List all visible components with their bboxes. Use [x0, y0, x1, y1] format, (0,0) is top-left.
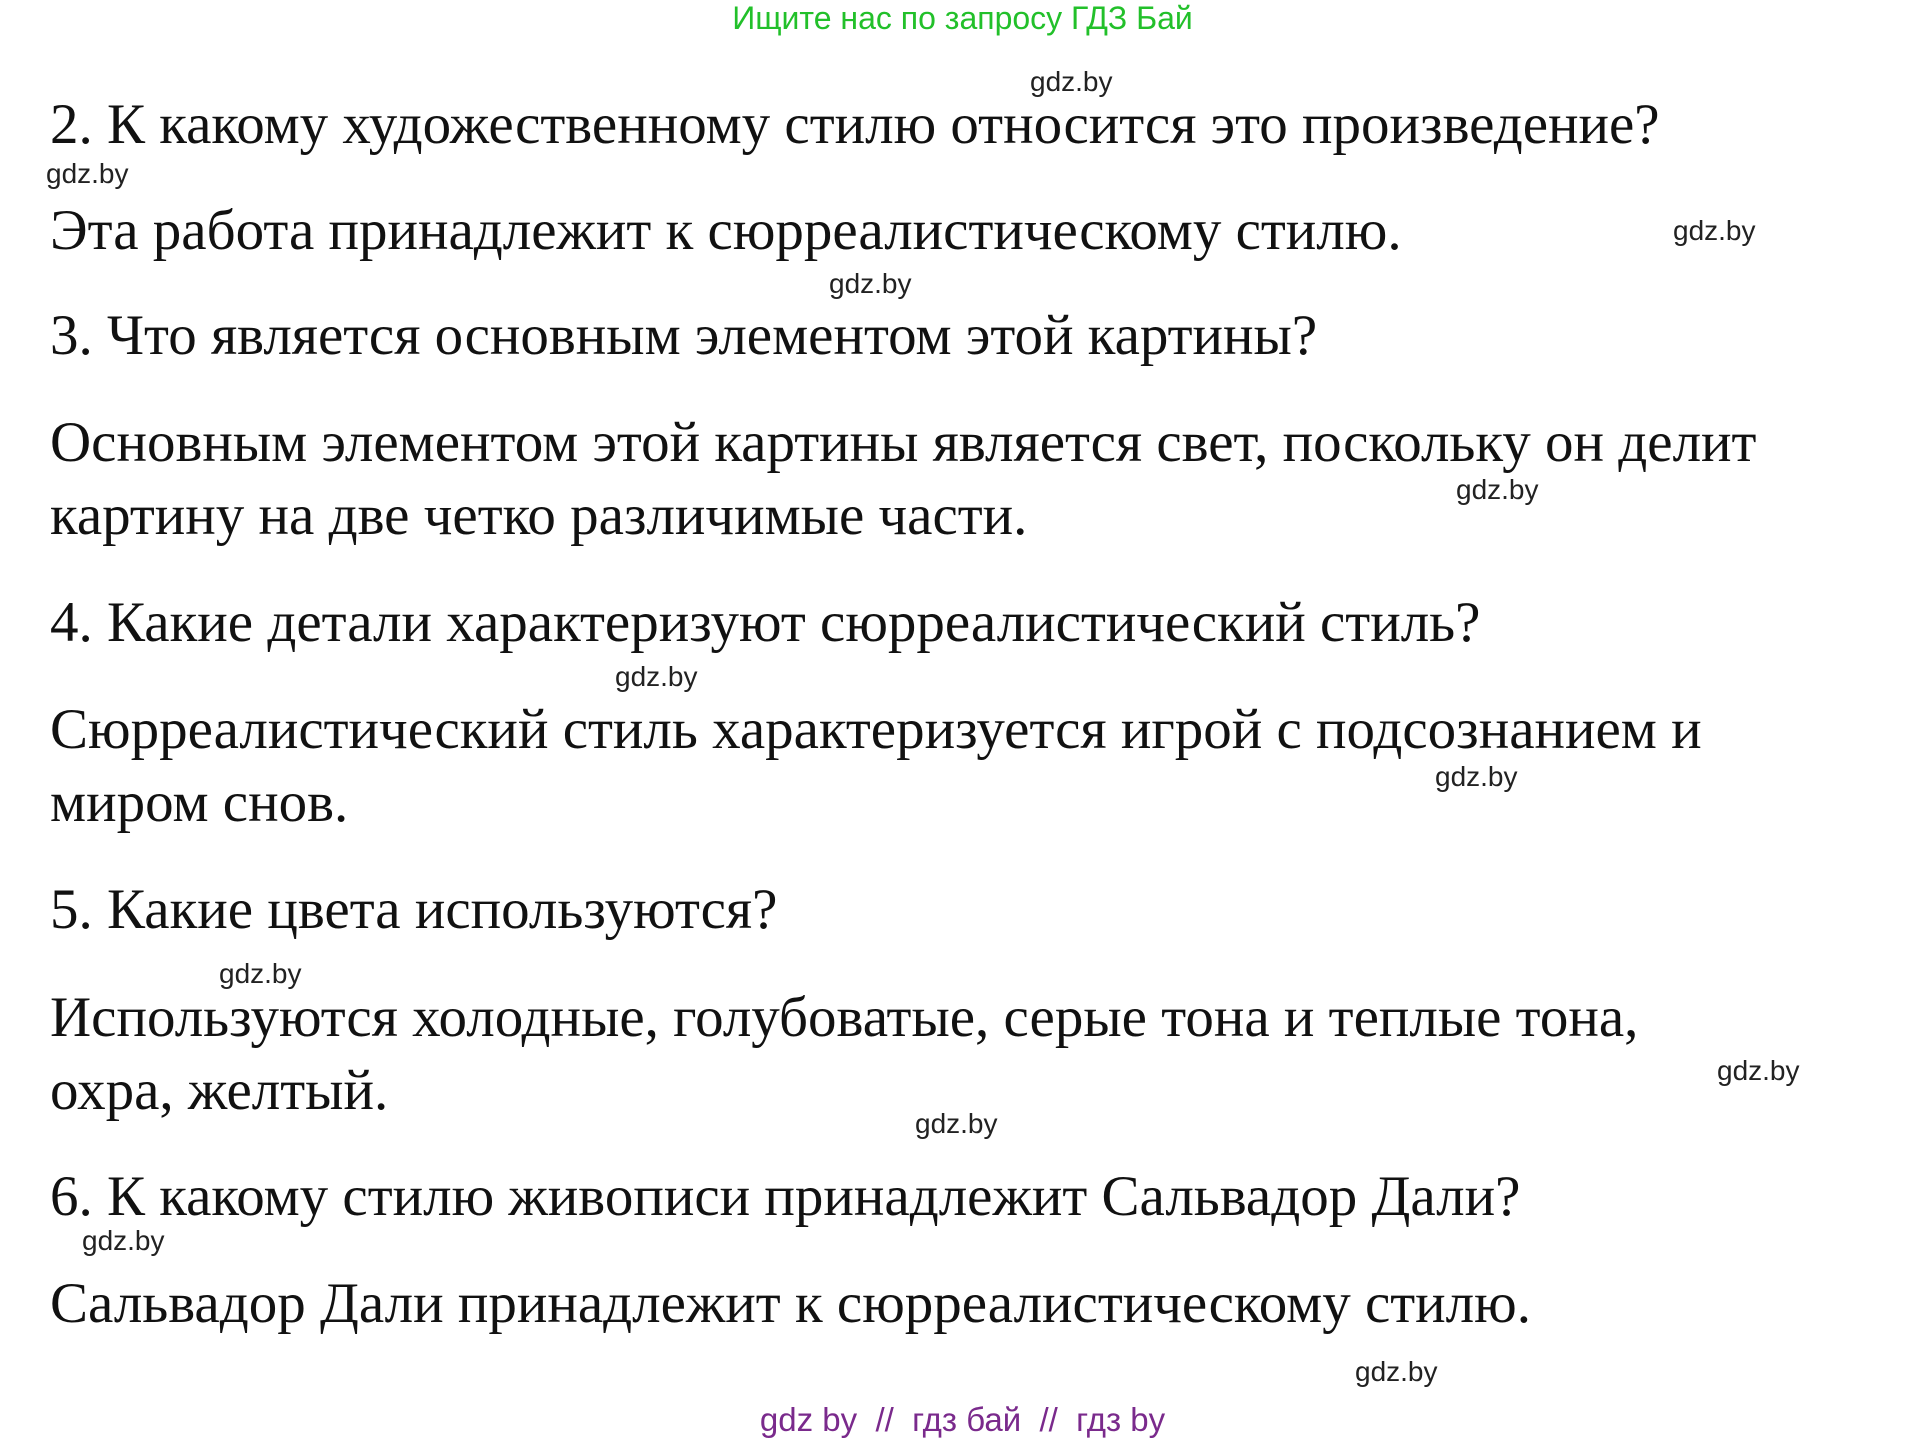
- watermark: gdz.by: [1355, 1356, 1438, 1387]
- answer-3-line-1: Основным элементом этой картины является свет, поскольку он делит: [50, 411, 1757, 474]
- watermark: gdz.by: [46, 158, 129, 189]
- watermark: gdz.by: [1435, 761, 1518, 792]
- question-5: 5. Какие цвета используются?: [50, 878, 778, 941]
- footer-links: gdz by // гдз бай // гдз by: [759, 1401, 1166, 1438]
- answer-4-line-2: миром снов.: [50, 771, 349, 834]
- answer-3-line-2: картину на две четко различимые части.: [50, 484, 1028, 547]
- watermark: gdz.by: [1030, 66, 1113, 97]
- answer-2-line-1: Эта работа принадлежит к сюрреалистическому стилю.: [50, 199, 1402, 262]
- watermark: gdz.by: [219, 958, 302, 989]
- watermark: gdz.by: [82, 1225, 165, 1256]
- question-6: 6. К какому стилю живописи принадлежит Сальвадор Дали?: [50, 1165, 1521, 1228]
- answer-5-line-1: Используются холодные, голубоватые, серые тона и теплые тона,: [50, 986, 1639, 1049]
- answer-6-line-1: Сальвадор Дали принадлежит к сюрреалистическому стилю.: [50, 1272, 1531, 1335]
- answer-4-line-1: Сюрреалистический стиль характеризуется игрой с подсознанием и: [50, 698, 1702, 761]
- watermark: gdz.by: [1456, 474, 1539, 505]
- watermark: gdz.by: [615, 661, 698, 692]
- watermark: gdz.by: [1673, 215, 1756, 246]
- answer-5-line-2: охра, желтый.: [50, 1059, 389, 1122]
- watermark: gdz.by: [915, 1108, 998, 1139]
- question-3: 3. Что является основным элементом этой картины?: [50, 304, 1318, 367]
- question-2: 2. К какому художественному стилю относится это произведение?: [50, 93, 1660, 156]
- question-4: 4. Какие детали характеризуют сюрреалистический стиль?: [50, 591, 1481, 654]
- watermark: gdz.by: [829, 268, 912, 299]
- watermark: gdz.by: [1717, 1055, 1800, 1086]
- header-banner: Ищите нас по запросу ГДЗ Бай: [732, 0, 1193, 36]
